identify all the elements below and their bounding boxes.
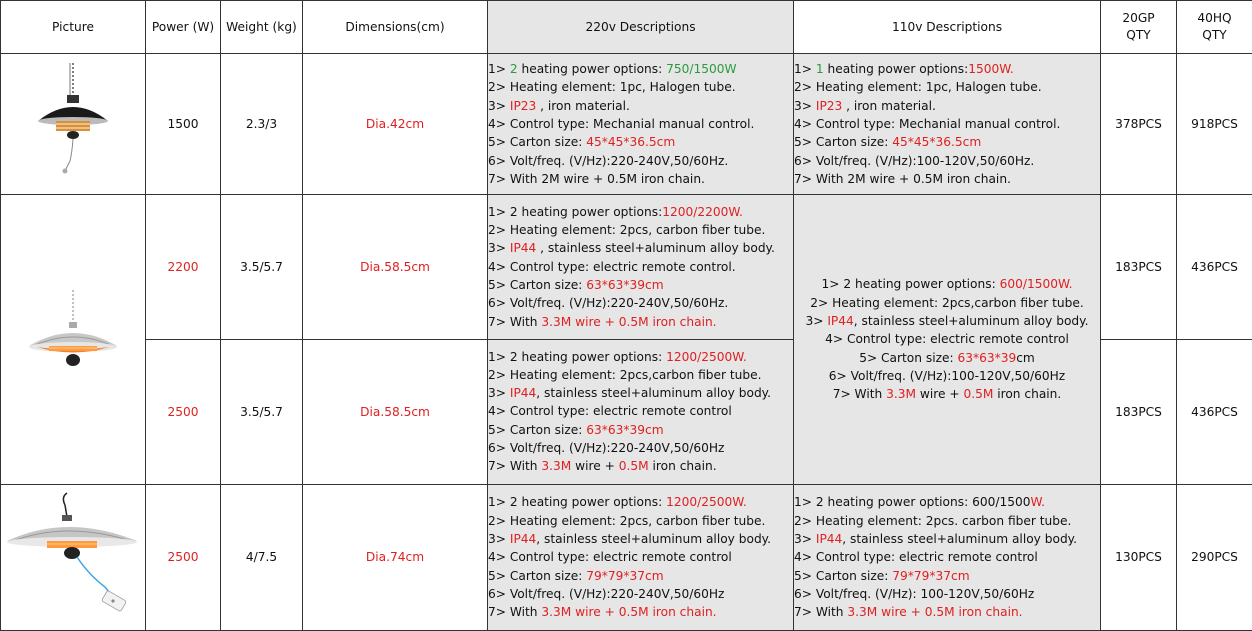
desc-line: 1> 1 heating power options:1500W. — [794, 62, 1014, 77]
desc-line: 6> Volt/freq. (V/Hz):220-240V,50/60Hz. — [488, 296, 729, 311]
desc-line: 5> Carton size: 79*79*37cm — [488, 568, 664, 583]
desc-line: 5> Carton size: 45*45*36.5cm — [794, 135, 982, 150]
desc-line: 7> With 3.3M wire + 0.5M iron chain. — [794, 605, 1023, 620]
desc-line: 6> Volt/freq. (V/Hz): 100-120V,50/60Hz — [794, 586, 1035, 601]
desc-line: 5> Carton size: 63*63*39cm — [859, 350, 1035, 365]
weight-cell-1: 2.3/3 — [221, 54, 303, 195]
dimensions-cell-4: Dia.74cm — [303, 484, 488, 630]
desc-line: 2> Heating element: 2pcs, carbon fiber tube. — [488, 223, 766, 238]
power-cell-4: 2500 — [146, 484, 221, 630]
dimensions-cell-3: Dia.58.5cm — [303, 339, 488, 484]
desc-line: 2> Heating element: 1pc, Halogen tube. — [794, 80, 1042, 95]
desc-line: 7> With 3.3M wire + 0.5M iron chain. — [488, 605, 717, 620]
desc-line: 2> Heating element: 2pcs,carbon fiber tube. — [488, 367, 762, 382]
desc-line: 6> Volt/freq. (V/Hz):220-240V,50/60Hz. — [488, 153, 729, 168]
desc-220v-row-1 — [488, 54, 794, 195]
desc-line: 4> Control type: Mechanial manual control. — [488, 117, 755, 132]
header-40hq-line1: 40HQ — [1197, 11, 1232, 26]
qty-40hq-cell-1: 918PCS — [1177, 54, 1252, 195]
desc-110v-rows-2-3 — [794, 195, 1101, 484]
desc-line: 6> Volt/freq. (V/Hz):220-240V,50/60Hz — [488, 441, 725, 456]
desc-line: 3> IP44, stainless steel+aluminum alloy body. — [805, 314, 1089, 329]
desc-line: 4> Control type: electric remote control. — [488, 259, 736, 274]
desc-line: 1> 2 heating power options: 600/1500W. — [821, 277, 1073, 292]
desc-220v-row-3 — [488, 339, 794, 484]
header-40hq-line2: QTY — [1202, 28, 1227, 43]
desc-line: 2> Heating element: 2pcs. carbon fiber tube. — [794, 513, 1072, 528]
qty-40hq-cell-2: 436PCS — [1177, 195, 1252, 339]
desc-line: 1> 2 heating power options:1200/2200W. — [488, 204, 743, 219]
desc-220v-row-4 — [488, 484, 794, 630]
product-image-cell-1 — [1, 54, 146, 195]
large-carbon-heater-remote-image — [5, 491, 141, 623]
desc-line: 2> Heating element: 2pcs, carbon fiber tube. — [488, 513, 766, 528]
product-row-1 — [1, 54, 1252, 195]
desc-line: 4> Control type: electric remote control — [794, 550, 1038, 565]
dimensions-cell-1: Dia.42cm — [303, 54, 488, 195]
desc-line: 5> Carton size: 63*63*39cm — [488, 422, 664, 437]
product-row-2 — [1, 195, 1252, 339]
header-20gp-qty — [1101, 1, 1177, 54]
qty-40hq-cell-3: 436PCS — [1177, 339, 1252, 484]
power-cell-1: 1500 — [146, 54, 221, 195]
power-cell-3: 2500 — [146, 339, 221, 484]
header-20gp-line1: 20GP — [1122, 11, 1155, 26]
desc-line: 6> Volt/freq. (V/Hz):100-120V,50/60Hz — [828, 368, 1066, 383]
header-20gp-line2: QTY — [1126, 28, 1151, 43]
desc-line: 3> IP44, stainless steel+aluminum alloy body. — [488, 386, 772, 401]
desc-line: 4> Control type: electric remote control — [488, 550, 732, 565]
desc-line: 3> IP44, stainless steel+aluminum alloy body. — [488, 531, 772, 546]
dimensions-cell-2: Dia.58.5cm — [303, 195, 488, 339]
small-halogen-heater-image — [28, 61, 118, 187]
qty-20gp-cell-4: 130PCS — [1101, 484, 1177, 630]
desc-220v-row-2 — [488, 195, 794, 339]
desc-line: 7> With 3.3M wire + 0.5M iron chain. — [488, 314, 717, 329]
desc-line: 6> Volt/freq. (V/Hz):220-240V,50/60Hz — [488, 586, 725, 601]
header-dimensions: Dimensions(cm) — [303, 1, 488, 54]
product-row-4 — [1, 484, 1252, 630]
desc-line: 6> Volt/freq. (V/Hz):100-120V,50/60Hz. — [794, 153, 1035, 168]
desc-line: 3> IP23 , iron material. — [488, 98, 630, 113]
header-220v-descriptions: 220v Descriptions — [488, 1, 794, 54]
desc-110v-row-4 — [794, 484, 1101, 630]
qty-20gp-cell-1: 378PCS — [1101, 54, 1177, 195]
desc-line: 7> With 2M wire + 0.5M iron chain. — [794, 171, 1011, 186]
desc-line: 1> 2 heating power options: 1200/2500W. — [488, 495, 747, 510]
header-picture: Picture — [1, 1, 146, 54]
desc-line: 5> Carton size: 79*79*37cm — [794, 568, 970, 583]
desc-line: 5> Carton size: 45*45*36.5cm — [488, 135, 676, 150]
desc-line: 1> 2 heating power options: 1200/2500W. — [488, 349, 747, 364]
desc-line: 4> Control type: electric remote control — [488, 404, 732, 419]
weight-cell-2: 3.5/5.7 — [221, 195, 303, 339]
desc-line: 7> With 2M wire + 0.5M iron chain. — [488, 171, 705, 186]
weight-cell-4: 4/7.5 — [221, 484, 303, 630]
weight-cell-3: 3.5/5.7 — [221, 339, 303, 484]
header-40hq-qty — [1177, 1, 1252, 54]
product-image-cell-4 — [1, 484, 146, 630]
desc-line: 2> Heating element: 2pcs,carbon fiber tube. — [810, 295, 1084, 310]
header-power: Power (W) — [146, 1, 221, 54]
medium-carbon-heater-image — [23, 290, 123, 390]
desc-line: 2> Heating element: 1pc, Halogen tube. — [488, 80, 736, 95]
qty-20gp-cell-3: 183PCS — [1101, 339, 1177, 484]
desc-line: 1> 2 heating power options: 600/1500W. — [794, 495, 1045, 510]
qty-40hq-cell-4: 290PCS — [1177, 484, 1252, 630]
desc-line: 1> 2 heating power options: 750/1500W — [488, 62, 737, 77]
desc-line: 7> With 3.3M wire + 0.5M iron chain. — [488, 459, 717, 474]
power-cell-2: 2200 — [146, 195, 221, 339]
header-row — [1, 1, 1252, 54]
desc-line: 3> IP44, stainless steel+aluminum alloy body. — [794, 531, 1078, 546]
desc-110v-row-1 — [794, 54, 1101, 195]
header-110v-descriptions: 110v Descriptions — [794, 1, 1101, 54]
desc-line: 3> IP44 , stainless steel+aluminum alloy body. — [488, 241, 775, 256]
desc-line: 4> Control type: Mechanial manual control. — [794, 117, 1061, 132]
qty-20gp-cell-2: 183PCS — [1101, 195, 1177, 339]
desc-line: 4> Control type: electric remote control — [825, 332, 1069, 347]
desc-line: 3> IP23 , iron material. — [794, 98, 936, 113]
product-image-cell-2 — [1, 195, 146, 484]
desc-line: 5> Carton size: 63*63*39cm — [488, 278, 664, 293]
header-weight: Weight (kg) — [221, 1, 303, 54]
desc-line: 7> With 3.3M wire + 0.5M iron chain. — [832, 387, 1062, 402]
